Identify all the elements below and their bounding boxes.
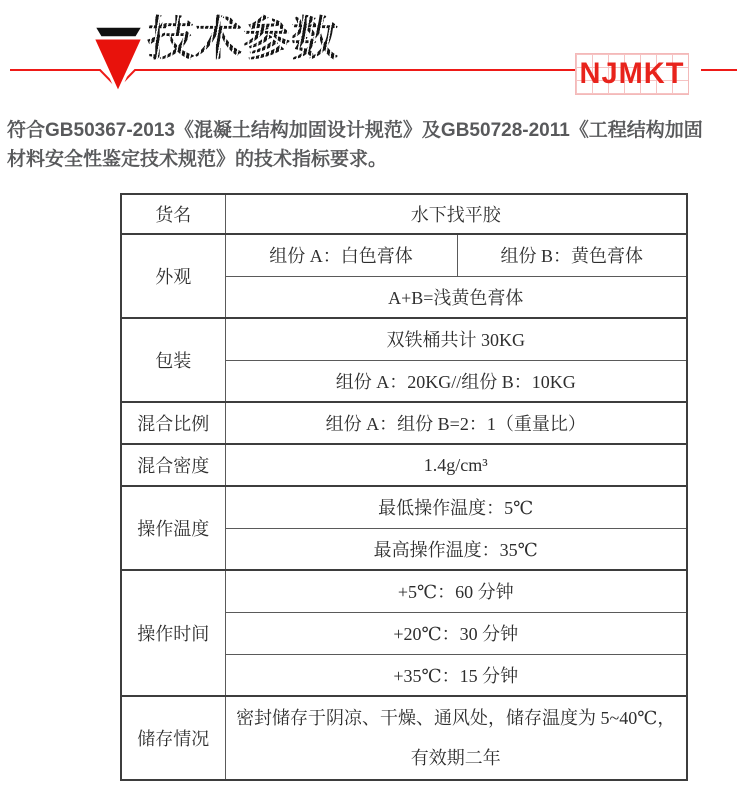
cell-packaging-total: 双铁桶共计 30KG (225, 318, 687, 360)
cell-appearance-comp-b: 组份 B：黄色膏体 (457, 234, 687, 276)
row-mix-ratio (121, 402, 687, 444)
spec-table (120, 193, 688, 781)
cell-op-temp-min: 最低操作温度：5℃ (225, 486, 687, 528)
cell-storage-value (225, 696, 687, 780)
cell-appearance-mixed: A+B=浅黄色膏体 (225, 276, 687, 318)
header-underline (10, 70, 575, 88)
row-storage (121, 696, 687, 780)
cell-mix-ratio-label: 混合比例 (121, 402, 225, 444)
row-appearance (121, 234, 687, 276)
row-op-time (121, 570, 687, 612)
storage-line-2: 有效期二年 (410, 748, 501, 768)
cell-appearance-comp-a: 组份 A：白色膏体 (225, 234, 457, 276)
page-title: 技术参数 (147, 12, 339, 65)
cell-op-time-35c: +35℃：15 分钟 (225, 654, 687, 696)
storage-line-1: 密封储存于阴凉、干燥、通风处，储存温度为 5~40℃， (236, 708, 676, 728)
cell-packaging-split: 组份 A：20KG//组份 B：10KG (225, 360, 687, 402)
cell-op-time-5c: +5℃：60 分钟 (225, 570, 687, 612)
cell-packaging-label: 包装 (121, 318, 225, 402)
row-packaging (121, 318, 687, 360)
brand-logo-text: NJMKT (579, 57, 685, 90)
cell-op-time-label: 操作时间 (121, 570, 225, 696)
cell-appearance-label: 外观 (121, 234, 225, 318)
cell-mix-ratio-value: 组份 A：组份 B=2：1（重量比） (225, 402, 687, 444)
brand-logo (575, 53, 689, 95)
row-mix-density (121, 444, 687, 486)
intro-paragraph (7, 116, 733, 174)
cell-op-temp-label: 操作温度 (121, 486, 225, 570)
intro-line-2: 材料安全性鉴定技术规范》的技术指标要求。 (7, 149, 388, 170)
cell-op-time-20c: +20℃：30 分钟 (225, 612, 687, 654)
logo-trapezoid-icon (95, 27, 142, 37)
cell-product-label: 货名 (121, 194, 225, 234)
logo-triangle-icon (93, 38, 143, 93)
cell-op-temp-max: 最高操作温度：35℃ (225, 528, 687, 570)
intro-line-1: 符合GB50367-2013《混凝土结构加固设计规范》及GB50728-2011《工程结构加固 (7, 120, 703, 141)
cell-mix-density-value: 1.4g/cm³ (225, 444, 687, 486)
cell-mix-density-label: 混合密度 (121, 444, 225, 486)
cell-product-value: 水下找平胶 (225, 194, 687, 234)
row-op-temp (121, 486, 687, 528)
cell-storage-label: 储存情况 (121, 696, 225, 780)
row-product (121, 194, 687, 234)
header (0, 0, 737, 112)
